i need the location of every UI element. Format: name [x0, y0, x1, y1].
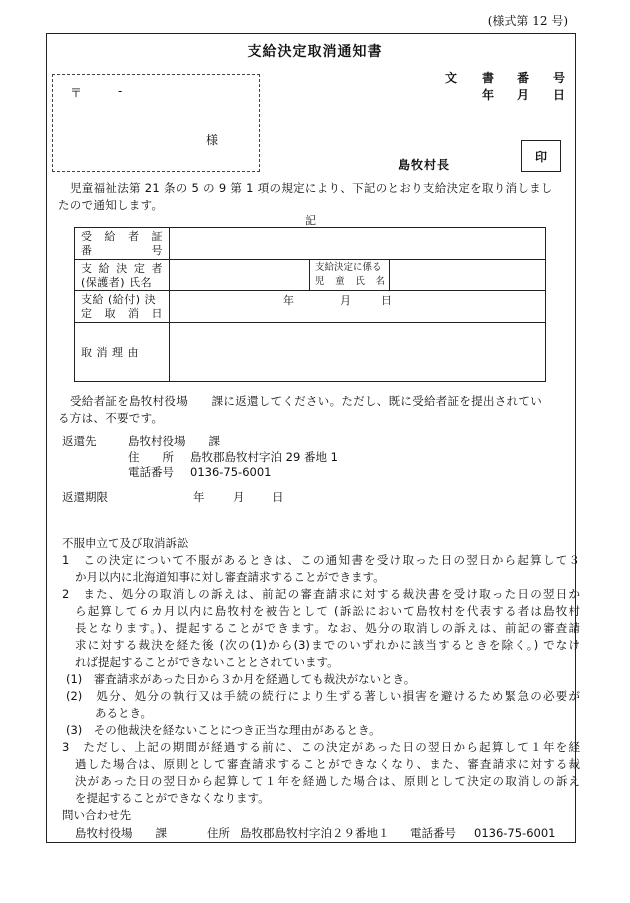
postal-mark: 〒 — [70, 86, 83, 100]
return-to-label: 返還先 — [62, 434, 97, 448]
label-cancel-date-1: 支給 (給付) 決 — [81, 293, 157, 306]
doc-number-char: 書 — [482, 71, 495, 85]
inquiry-phone: 0136-75-6001 — [474, 826, 556, 840]
appeal-line: (1) 審査請求があった日から３か月を経過しても裁決がないとき。 — [66, 672, 416, 686]
date-day-char: 日 — [553, 88, 566, 102]
label-cancel-date-2: 定 取 消 日 — [81, 307, 163, 320]
table-row-divider — [75, 259, 545, 260]
return-notice-line-1: 受給者証を島牧村役場 課に返還してください。ただし、既に受給者証を提出されてい — [70, 394, 542, 408]
intro-line-2: たので通知します。 — [58, 198, 164, 212]
issuer-name: 島牧村長 — [398, 158, 451, 172]
document-title: 支給決定取消通知書 — [247, 44, 383, 60]
table-row-divider — [75, 322, 545, 323]
table-row-divider — [75, 290, 545, 291]
label-recipient-cert-2: 番 号 — [81, 244, 163, 257]
inquiry-address-label: 住所 — [207, 826, 230, 840]
date-month-char: 月 — [517, 88, 530, 102]
appeal-line: 1 この決定について不服があるときは、この通知書を受け取った日の翌日から起算して３ — [62, 553, 580, 567]
appeal-line: 3 ただし、上記の期間が経過する前に、この決定があった日の翌日から起算して１年を経 — [62, 740, 580, 754]
appeal-line: (2) 処分、処分の執行又は手続の続行により生ずる著しい損害を避けるため緊急の必要が — [66, 689, 580, 703]
inquiry-office: 島牧村役場 課 — [75, 826, 167, 840]
appeal-heading: 不服申立て及び取消訴訟 — [62, 536, 189, 550]
return-to-phone: 0136-75-6001 — [190, 465, 272, 479]
appeal-line: か月以内に北海道知事に対し審査請求することができます。 — [75, 570, 385, 584]
table-col-divider — [389, 259, 390, 290]
appeal-line: れば提起することができないこととされています。 — [75, 655, 339, 669]
appeal-line: 2 また、処分の取消しの訴えは、前記の審査請求に対する裁決書を受け取った日の翌日か — [62, 587, 580, 601]
label-decision-person-2: (保護者) 氏名 — [81, 276, 153, 289]
seal-label: 印 — [534, 149, 547, 164]
appeal-line: 過した場合は、原則として審査請求することができなくなり、また、審査請求に対する裁 — [75, 757, 580, 771]
return-to-address: 島牧郡島牧村字泊 29 番地 1 — [190, 450, 338, 464]
doc-number-char: 号 — [553, 71, 566, 85]
cancel-date-year: 年 — [283, 294, 294, 307]
appeal-line: 決があった日の翌日から起算して１年を経過した場合は、原則として決定の取消しの訴え — [75, 774, 580, 788]
table-col-divider — [309, 259, 310, 290]
doc-number-char: 番 — [517, 71, 530, 85]
appeal-line: ら起算して６カ月以内に島牧村を被告として (訴訟において島牧村を代表する者は島牧村 — [75, 604, 580, 618]
deadline-day: 日 — [272, 490, 284, 504]
label-recipient-cert-1: 受 給 者 証 — [81, 230, 163, 243]
label-decision-person-1: 支 給 決 定 者 — [81, 262, 163, 275]
appeal-line: を提起することができなくなります。 — [75, 791, 270, 805]
return-notice-line-2: る方は、不要です。 — [58, 411, 164, 425]
info-table — [74, 227, 546, 382]
appeal-line: あるとき。 — [95, 706, 153, 720]
ki-mark: 記 — [305, 214, 316, 227]
date-year-char: 年 — [482, 88, 495, 102]
inquiry-address: 島牧郡島牧村字泊２９番地１ — [240, 826, 390, 840]
inquiry-label: 問い合わせ先 — [62, 808, 131, 822]
table-col-divider — [169, 228, 170, 381]
cancel-date-month: 月 — [340, 294, 351, 307]
return-to-address-label: 住 所 — [128, 450, 174, 464]
appeal-line: (3) その他裁決を経ないことにつき正当な理由があるとき。 — [66, 723, 381, 737]
appeal-line: 求に対する裁決を経た後 (次の(1)から(3)までのいずれかに該当するときを除く。) でなけ — [75, 638, 580, 652]
deadline-month: 月 — [233, 490, 245, 504]
form-number: (様式第 12 号) — [487, 14, 568, 28]
postal-code-dash: - — [118, 84, 123, 98]
return-to-phone-label: 電話番号 — [128, 465, 174, 479]
label-child-name-2: 児 童 氏 名 — [315, 276, 385, 287]
seal-box — [521, 140, 561, 172]
label-child-name-1: 支給決定に係る — [315, 262, 382, 273]
intro-line-1: 児童福祉法第 21 条の 5 の 9 第 1 項の規定により、下記のとおり支給決定を取り消しまし — [70, 181, 553, 195]
deadline-year: 年 — [193, 490, 205, 504]
cancel-date-day: 日 — [381, 294, 392, 307]
address-window-box — [52, 74, 260, 172]
label-cancel-reason: 取 消 理 由 — [81, 346, 139, 359]
doc-number-char: 文 — [445, 71, 458, 85]
appeal-line: 長となります。)、提起することができます。なお、処分の取消しの訴えは、前記の審査請 — [75, 621, 580, 635]
inquiry-phone-label: 電話番号 — [410, 826, 456, 840]
deadline-label: 返還期限 — [62, 490, 108, 504]
return-to-office: 島牧村役場 課 — [128, 434, 220, 448]
recipient-honorific: 様 — [206, 133, 219, 147]
